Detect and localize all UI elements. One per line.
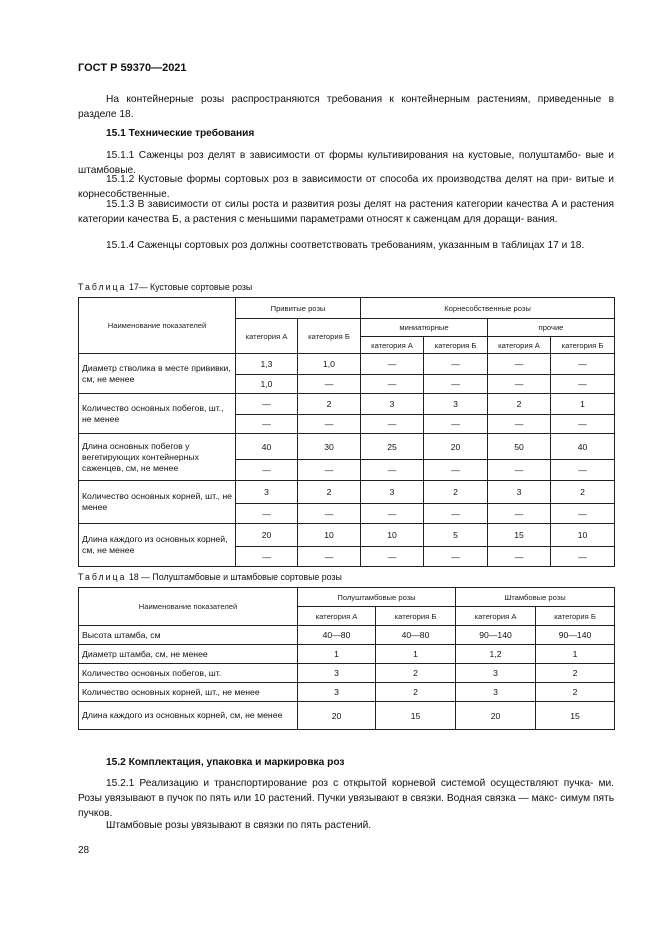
t17-cell: — xyxy=(298,547,361,567)
intro-text: На контейнерные розы распространяются требования к контейнерным растениям, приведенные в разделе 18. xyxy=(78,94,614,120)
t17-cell: — xyxy=(236,415,298,434)
document-code: ГОСТ Р 59370—2021 xyxy=(78,62,187,74)
t17-cell: — xyxy=(551,375,615,394)
t18-row xyxy=(79,626,615,645)
t18-cell: 3 xyxy=(456,664,536,683)
t18-cell: 2 xyxy=(536,683,615,702)
t17-cell: — xyxy=(236,547,298,567)
para-15-2-2: Штамбовые розы увязывают в связки по пять растений. xyxy=(106,820,372,831)
t18-cell: 15 xyxy=(376,702,456,730)
t17-cell: — xyxy=(488,547,551,567)
t17-header-other: прочие xyxy=(488,319,615,337)
page-number: 28 xyxy=(78,845,90,856)
t18-indicator-name: Количество основных корней, шт., не менее xyxy=(79,683,298,702)
t17-header-mini: миниатюрные xyxy=(361,319,488,337)
t17-cell: 40 xyxy=(551,434,615,460)
t17-cell: — xyxy=(298,460,361,481)
t17-cell: — xyxy=(424,415,488,434)
table-17 xyxy=(78,297,615,567)
t17-cell: — xyxy=(488,354,551,375)
t17-cell: 15 xyxy=(488,524,551,547)
t17-cell: — xyxy=(488,460,551,481)
t17-cell: 30 xyxy=(298,434,361,460)
t17-cell: 3 xyxy=(424,394,488,415)
t17-header-cat-b: категория Б xyxy=(424,337,488,354)
t18-header-cat-a: категория А xyxy=(298,607,376,626)
t17-header-cat-a: категория А xyxy=(361,337,424,354)
t17-cell: 10 xyxy=(551,524,615,547)
para-15-1-1: 15.1.1 Саженцы роз делят в зависимости от формы культивирования на кустовые, полуштамбо- вые и штамбовые. xyxy=(78,150,614,176)
section-15-2-title: 15.2 Комплектация, упаковка и маркировка роз xyxy=(106,757,345,768)
t18-header-cat-b: категория Б xyxy=(376,607,456,626)
t17-cell: — xyxy=(488,415,551,434)
t17-indicator-name: Длина основных побегов у вегетирующих контейнерных саженцев, см, не менее xyxy=(79,434,236,481)
t18-cell: 1,2 xyxy=(456,645,536,664)
t18-header-cat-a: категория А xyxy=(456,607,536,626)
t17-cell: 20 xyxy=(236,524,298,547)
t17-cell: 3 xyxy=(236,481,298,504)
t18-cell: 3 xyxy=(298,664,376,683)
t18-header-half-standard: Полуштамбовые розы xyxy=(298,588,456,607)
t18-header-name: Наименование показателей xyxy=(79,588,298,626)
table17-caption: Таблица 17— Кустовые сортовые розы xyxy=(78,282,253,292)
t17-row xyxy=(79,524,615,547)
t17-cell: — xyxy=(424,460,488,481)
t17-cell: 10 xyxy=(361,524,424,547)
t18-indicator-name: Количество основных побегов, шт. xyxy=(79,664,298,683)
t17-cell: — xyxy=(551,354,615,375)
t18-cell: 3 xyxy=(456,683,536,702)
t17-indicator-name: Длина каждого из основных корней, см, не менее xyxy=(79,524,236,567)
t17-cell: 10 xyxy=(298,524,361,547)
t18-cell: 2 xyxy=(376,664,456,683)
t18-indicator-name: Диаметр штамба, см, не менее xyxy=(79,645,298,664)
t17-header-cat-b: категория Б xyxy=(551,337,615,354)
t18-header-standard: Штамбовые розы xyxy=(456,588,615,607)
t17-cell: 1,0 xyxy=(236,375,298,394)
t17-cell: 40 xyxy=(236,434,298,460)
t17-cell: 2 xyxy=(488,394,551,415)
t18-cell: 20 xyxy=(456,702,536,730)
t17-cell: — xyxy=(551,415,615,434)
t17-cell: — xyxy=(488,504,551,524)
para-15-1-3: 15.1.3 В зависимости от силы роста и развития розы делят на растения категории качества А и растения категории качества Б, а растения с меньшими параметрами относят к саженцам для доращи- вания. xyxy=(78,199,614,225)
para-15-1-2: 15.1.2 Кустовые формы сортовых роз в зависимости от способа их производства делят на при- витые и корнесобственные. xyxy=(78,174,614,200)
t18-cell: 40—80 xyxy=(376,626,456,645)
t17-cell: 3 xyxy=(488,481,551,504)
t17-cell: — xyxy=(424,504,488,524)
t17-cell: 50 xyxy=(488,434,551,460)
t18-cell: 3 xyxy=(298,683,376,702)
t17-cell: — xyxy=(236,394,298,415)
t17-cell: — xyxy=(236,504,298,524)
t18-cell: 15 xyxy=(536,702,615,730)
t17-row xyxy=(79,394,615,415)
t17-cell: — xyxy=(298,375,361,394)
t17-cell: — xyxy=(361,547,424,567)
t17-cell: — xyxy=(298,504,361,524)
t17-header-grafted: Привитые розы xyxy=(236,298,361,319)
t18-cell: 1 xyxy=(376,645,456,664)
t18-row xyxy=(79,664,615,683)
t17-cell: 1,0 xyxy=(298,354,361,375)
t17-cell: 1,3 xyxy=(236,354,298,375)
t17-cell: — xyxy=(361,375,424,394)
t17-cell: — xyxy=(424,354,488,375)
t18-cell: 1 xyxy=(298,645,376,664)
t17-cell: — xyxy=(424,547,488,567)
t18-cell: 20 xyxy=(298,702,376,730)
t17-cell: 1 xyxy=(551,394,615,415)
t17-cell: 2 xyxy=(298,394,361,415)
t17-cell: 2 xyxy=(424,481,488,504)
t17-row xyxy=(79,354,615,375)
t17-row xyxy=(79,434,615,460)
t18-row xyxy=(79,683,615,702)
t17-cell: 20 xyxy=(424,434,488,460)
t18-cell: 2 xyxy=(376,683,456,702)
t18-row xyxy=(79,645,615,664)
t17-cell: 3 xyxy=(361,481,424,504)
t17-cell: — xyxy=(361,504,424,524)
t17-cell: — xyxy=(298,415,361,434)
t18-indicator-name: Высота штамба, см xyxy=(79,626,298,645)
t18-cell: 40—80 xyxy=(298,626,376,645)
t17-header-cat-a: категория А xyxy=(488,337,551,354)
t17-cell: — xyxy=(551,547,615,567)
section-15-1-title: 15.1 Технические требования xyxy=(106,128,255,139)
t17-row xyxy=(79,481,615,504)
t18-row xyxy=(79,702,615,730)
t18-cell: 90—140 xyxy=(536,626,615,645)
t18-cell: 90—140 xyxy=(456,626,536,645)
t17-cell: — xyxy=(551,460,615,481)
t17-cell: 5 xyxy=(424,524,488,547)
table18-caption: Таблица 18 — Полуштамбовые и штамбовые сортовые розы xyxy=(78,572,342,582)
t18-indicator-name: Длина каждого из основных корней, см, не менее xyxy=(79,702,298,730)
t17-indicator-name: Количество основных корней, шт., не менее xyxy=(79,481,236,524)
t17-cell: 25 xyxy=(361,434,424,460)
intro-paragraph xyxy=(78,92,614,122)
t17-cell: 3 xyxy=(361,394,424,415)
t17-cell: — xyxy=(424,375,488,394)
t18-cell: 2 xyxy=(536,664,615,683)
t17-cell: 2 xyxy=(551,481,615,504)
t17-cell: — xyxy=(551,504,615,524)
t17-cell: — xyxy=(488,375,551,394)
para-15-2-1: 15.2.1 Реализацию и транспортирование роз с открытой корневой системой осуществляют пучка- ми. Розы увязывают в пучок по пять или 10 растений. Пучки увязывают в связки. Водная связка — макс- симум пять пучков. xyxy=(78,778,614,819)
t17-cell: 2 xyxy=(298,481,361,504)
t17-cell: — xyxy=(361,415,424,434)
t18-header-cat-b: категория Б xyxy=(536,607,615,626)
t17-header-name: Наименование показателей xyxy=(79,298,236,354)
t17-header-cat-b: категория Б xyxy=(298,319,361,354)
t17-indicator-name: Диаметр стволика в месте прививки, см, не менее xyxy=(79,354,236,394)
t17-cell: — xyxy=(361,460,424,481)
t17-header-cat-a: категория А xyxy=(236,319,298,354)
t17-cell: — xyxy=(236,460,298,481)
t17-cell: — xyxy=(361,354,424,375)
t18-cell: 1 xyxy=(536,645,615,664)
t17-indicator-name: Количество основных побегов, шт., не менее xyxy=(79,394,236,434)
table-18 xyxy=(78,587,615,730)
t17-header-own-root: Корнесобственные розы xyxy=(361,298,615,319)
para-15-1-4: 15.1.4 Саженцы сортовых роз должны соответствовать требованиям, указанным в таблицах 17 и 18. xyxy=(106,240,585,251)
